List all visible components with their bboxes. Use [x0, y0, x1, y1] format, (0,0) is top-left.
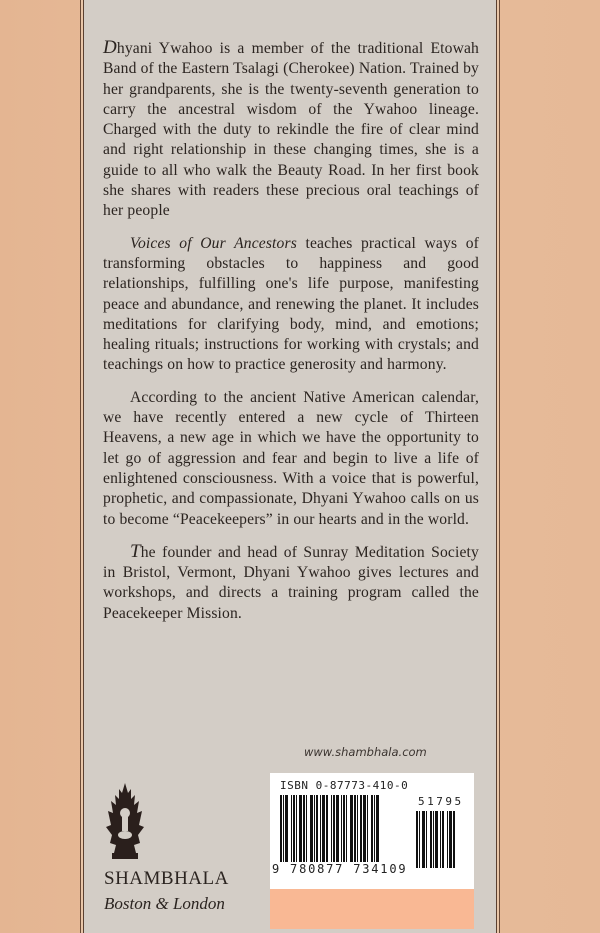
price-code: 51795: [418, 795, 464, 808]
price-addon-bars: [416, 811, 468, 868]
paragraph-author-intro: [103, 38, 479, 222]
text-panel: [83, 0, 497, 933]
dropcap: D: [103, 37, 117, 58]
isbn-barcode: [270, 773, 474, 889]
paragraph-text: According to the ancient Native American calendar, we have recently entered a new cycle of Thirteen Heavens, a new age in which we have the opportunity to let go of aggression and fear and begin to live a life of enlightened consciousness. With a voice that is powerful, prophetic, and compassionate, Dhyani Ywahoo calls on us to become “Peacekeepers” in our hearts and in the world.: [103, 388, 479, 528]
panel-border-left: [81, 0, 83, 933]
paragraph-text: hyani Ywahoo is a member of the traditional Etowah Band of the Eastern Tsalagi (Cherokee) Nation. Trained by her grandparents, she is the twenty-seventh generation to carry the ancestral wisdom of the Ywahoo lineage. Charged with the duty to rekindle the fire of clear mind and right relationship in these changing times, she is a guide to all who walk the Beauty Road. In her first book she shares with readers these precious oral teachings of her people: [103, 40, 479, 220]
paragraph-calendar: [103, 388, 479, 530]
paragraph-book-description: [103, 234, 479, 376]
website-link[interactable]: www.shambhala.com: [304, 745, 427, 759]
panel-border-right: [497, 0, 499, 933]
publisher-name: SHAMBHALA: [104, 868, 229, 889]
paragraph-text: teaches practical ways of transforming obstacles to happiness and good relationships, fulfilling one's life purpose, manifesting peace and abundance, and renewing the planet. It includes meditations for clarifying body, mind, and emotions; healing rituals; instructions for working with crystals; and teachings on how to practice generosity and harmony.: [103, 234, 479, 374]
shambhala-emblem-icon: [104, 783, 146, 861]
paragraph-founder: [103, 542, 479, 624]
isbn-label: ISBN 0-87773-410-0: [280, 779, 409, 792]
dropcap: T: [130, 540, 141, 562]
price-sticker: [270, 889, 474, 929]
blurb-text: [103, 38, 479, 636]
ean-digits: 9 780877 734109: [272, 862, 408, 876]
book-title: Voices of Our Ancestors: [130, 234, 297, 252]
publisher-cities: Boston & London: [104, 894, 225, 913]
ean-bars: [280, 795, 398, 865]
paragraph-text: he founder and head of Sunray Meditation Society in Bristol, Vermont, Dhyani Ywahoo gives lectures and workshops, and directs a training program called the Peacekeeper Mission.: [103, 543, 479, 622]
